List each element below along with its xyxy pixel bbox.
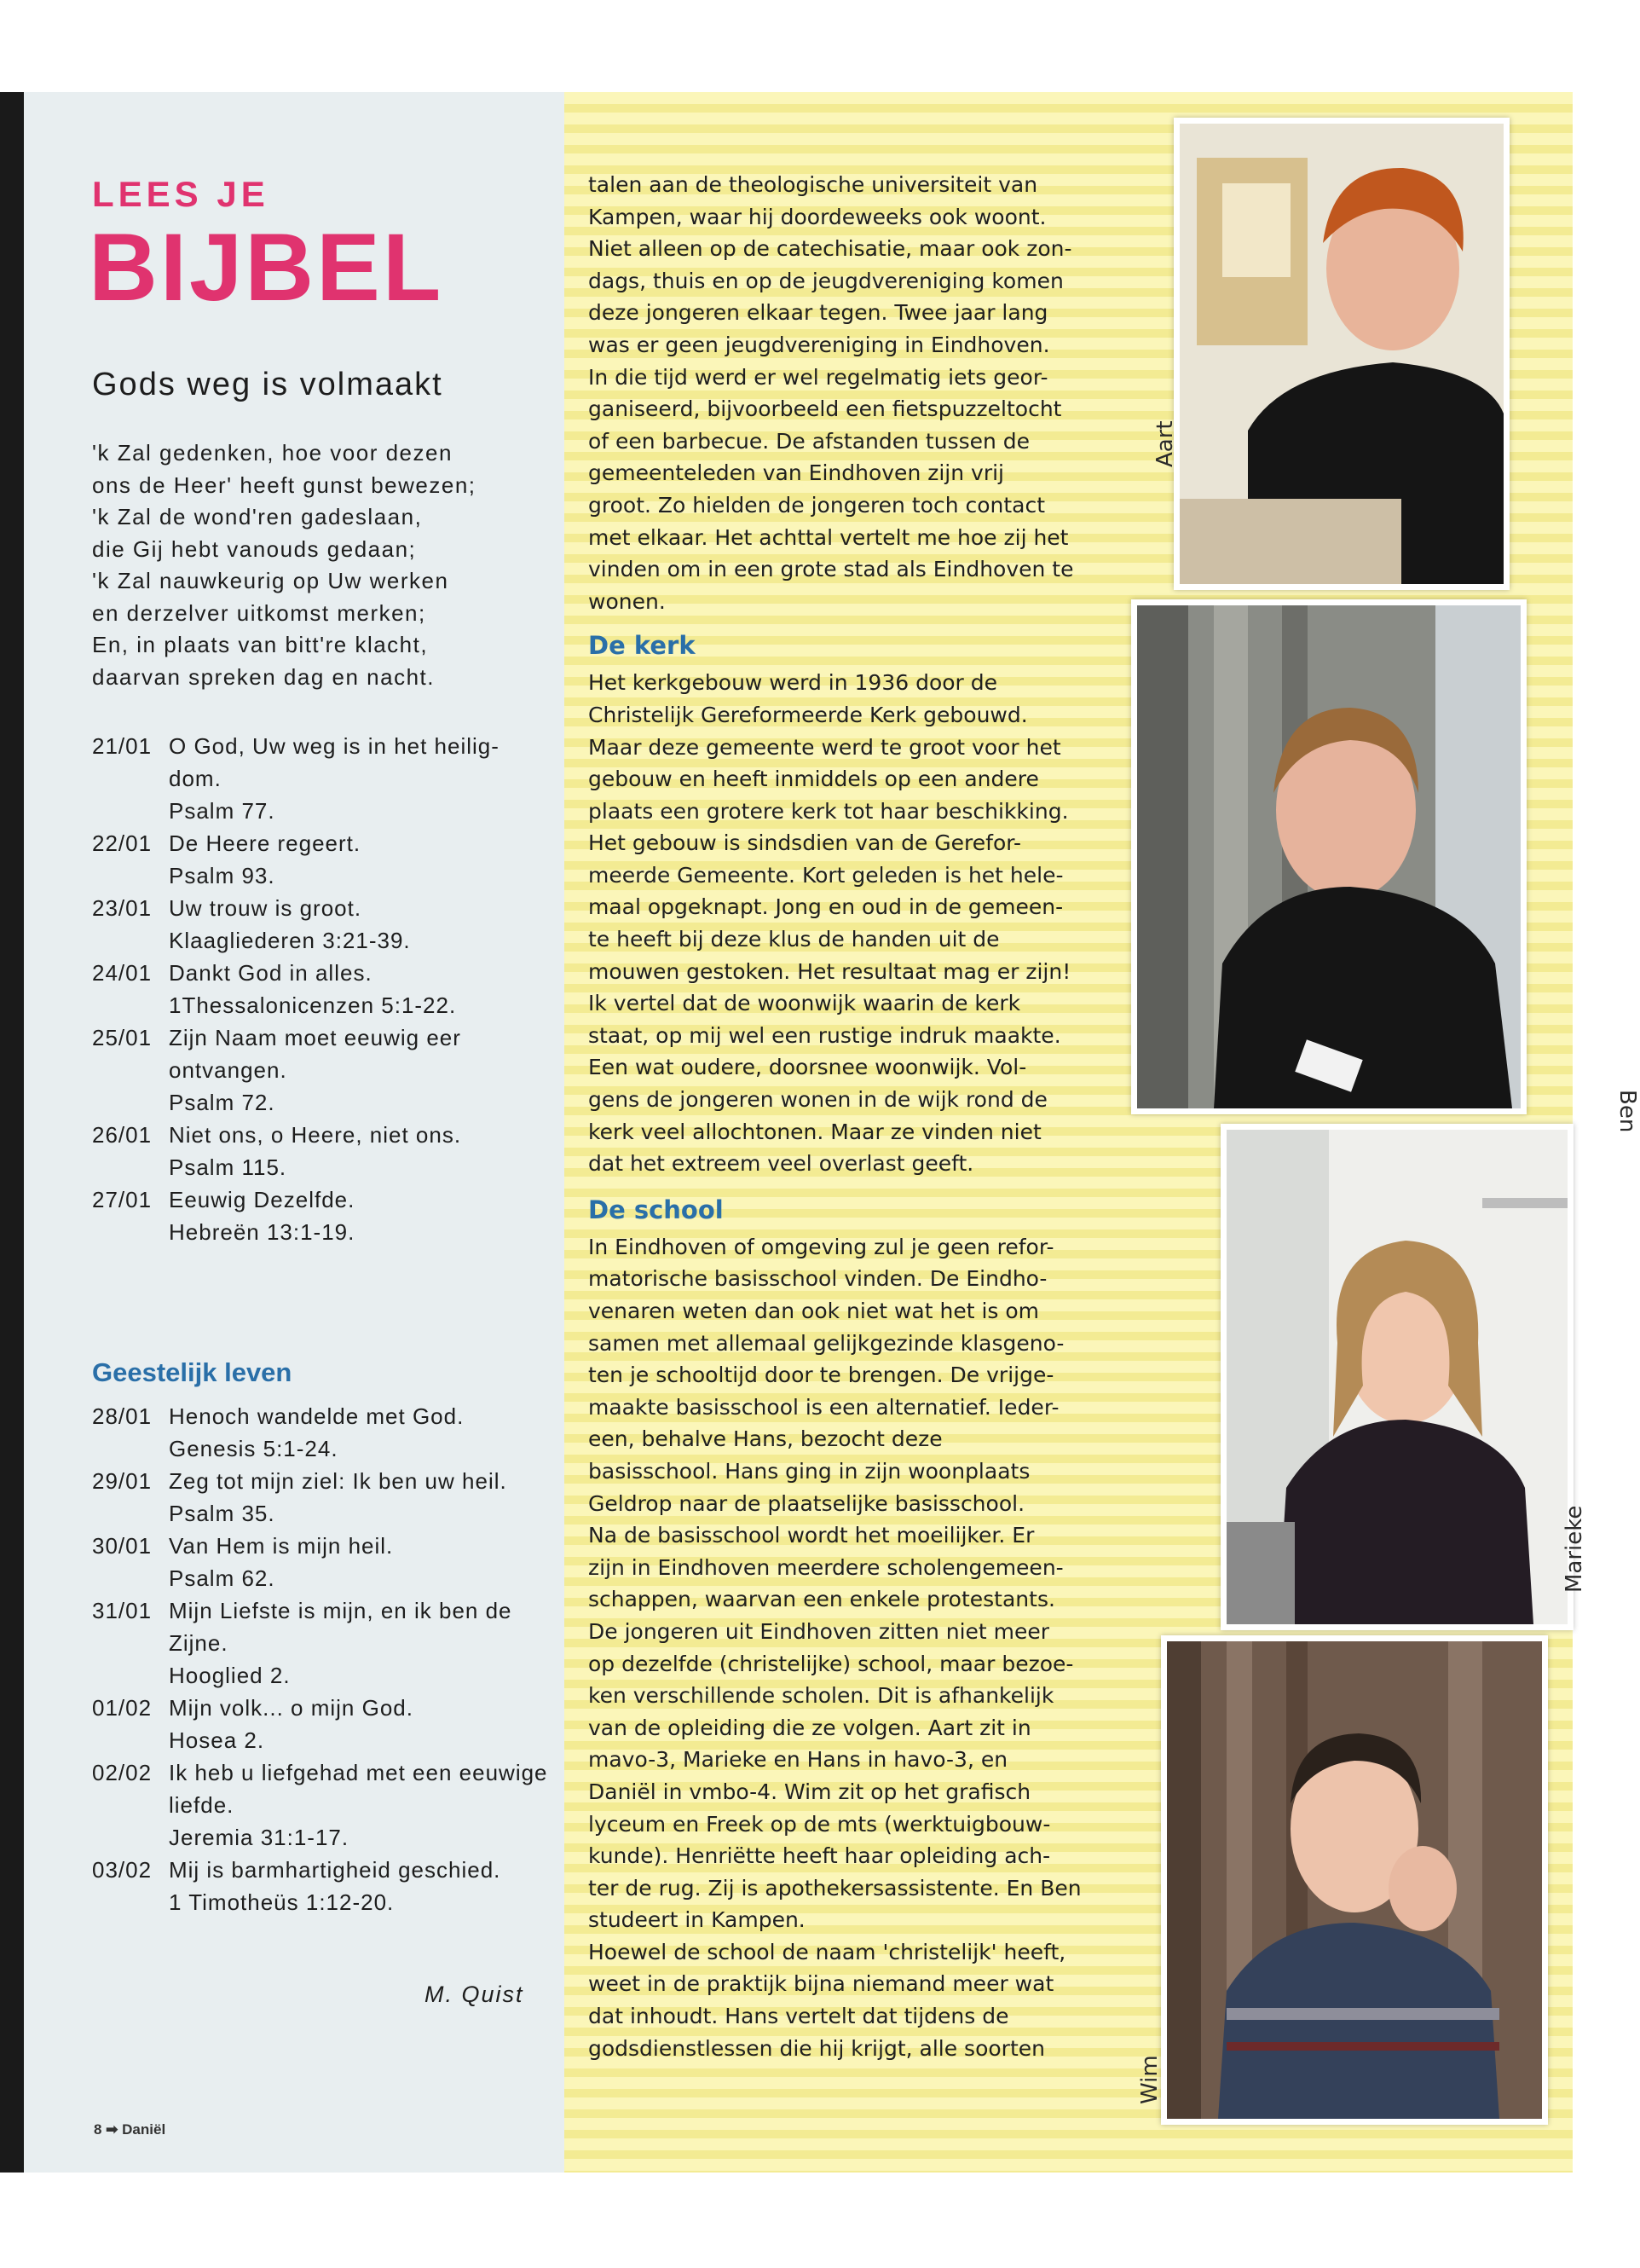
- photo-caption-aart: Aart: [1152, 420, 1178, 467]
- article-line: samen met allemaal gelijkgezinde klasgeno-: [588, 1330, 1065, 1356]
- article-line: dat het extreem veel overlast geeft.: [588, 1151, 974, 1177]
- article-line: weet in de praktijk bijna niemand meer wat: [588, 1971, 1054, 1997]
- reading-date: 25/01: [92, 1025, 153, 1050]
- reading-date: 30/01: [92, 1533, 153, 1559]
- reading-reference: Jeremia 31:1-17.: [169, 1825, 349, 1850]
- photo-aart: [1174, 118, 1510, 590]
- reading-text: Mij is barmhartigheid geschied.: [169, 1857, 501, 1883]
- article-line: gebouw en heeft inmiddels op een andere: [588, 767, 1039, 792]
- reading-date: 21/01: [92, 733, 153, 759]
- article-line: groot. Zo hielden de jongeren toch contact: [588, 492, 1046, 518]
- article-line: Christelijk Gereformeerde Kerk gebouwd.: [588, 702, 1028, 727]
- article-line: gens de jongeren wonen in de wijk rond de: [588, 1087, 1048, 1113]
- reading-text: Eeuwig Dezelfde.: [169, 1187, 355, 1212]
- article-line: Het gebouw is sindsdien van de Gerefor-: [588, 830, 1021, 856]
- reading-text: Uw trouw is groot.: [169, 895, 362, 921]
- article-line: te heeft bij deze klus de handen uit de: [588, 927, 1000, 952]
- poem-line: ons de Heer' heeft gunst bewezen;: [92, 472, 476, 498]
- article-line: Hoewel de school de naam 'christelijk' heeft,: [588, 1939, 1066, 1964]
- bible-reading-column: [0, 92, 564, 2173]
- article-area: [564, 92, 1640, 2173]
- article-line: gemeenteleden van Eindhoven zijn vrij: [588, 460, 1005, 486]
- reading-text: Van Hem is mijn heil.: [169, 1533, 394, 1559]
- poem-line: en derzelver uitkomst merken;: [92, 599, 426, 626]
- article-line: zijn in Eindhoven meerdere scholengemeen-: [588, 1554, 1064, 1580]
- reading-date: 02/02: [92, 1760, 153, 1785]
- poem-line: En, in plaats van bitt're klacht,: [92, 632, 429, 657]
- poem: [92, 440, 552, 696]
- reading-reference: Psalm 62.: [169, 1565, 275, 1591]
- reading-date: 26/01: [92, 1122, 153, 1148]
- reading-item: [92, 1400, 552, 1465]
- portrait-marieke: [1227, 1130, 1568, 1624]
- article-line: In Eindhoven of omgeving zul je geen refor-: [588, 1234, 1054, 1259]
- article-line: was er geen jeugdvereniging in Eindhoven.: [588, 332, 1050, 357]
- magazine-page: [0, 92, 1640, 2173]
- reading-date: 28/01: [92, 1403, 153, 1429]
- subtitle: Gods weg is volmaakt: [92, 367, 443, 402]
- reading-text: Zeg tot mijn ziel: Ik ben uw heil.: [169, 1468, 507, 1494]
- page-title: BIJBEL: [89, 214, 444, 321]
- reading-reference: Hebreën 13:1-19.: [169, 1219, 355, 1245]
- reading-list: [92, 1400, 552, 1918]
- poem-line: daarvan spreken dag en nacht.: [92, 663, 435, 690]
- poem-line: 'k Zal nauwkeurig op Uw werken: [92, 568, 449, 593]
- article-line: studeert in Kampen.: [588, 1907, 806, 1933]
- reading-reference: Psalm 35.: [169, 1501, 275, 1526]
- kicker: LEES JE: [92, 174, 269, 214]
- reading-reference: Hosea 2.: [169, 1727, 265, 1753]
- section-heading-school: De school: [588, 1195, 724, 1224]
- reading-reference: 1 Timotheüs 1:12-20.: [169, 1889, 395, 1915]
- reading-item: [92, 1119, 552, 1183]
- reading-reference: Psalm 93.: [169, 863, 275, 888]
- reading-item: [92, 1530, 552, 1594]
- reading-text: Zijn Naam moet eeuwig eer ontvangen.: [169, 1025, 461, 1083]
- author-signature: M. Quist: [424, 1982, 524, 2007]
- reading-reference: Psalm 72.: [169, 1090, 275, 1115]
- article-line: Ik vertel dat de woonwijk waarin de kerk: [588, 991, 1021, 1016]
- article-line: wonen.: [588, 588, 666, 614]
- reading-item: [92, 1692, 552, 1756]
- article-line: ganiseerd, bijvoorbeeld een fietspuzzeltocht: [588, 396, 1062, 422]
- photo-caption-marieke: Marieke: [1562, 1505, 1587, 1593]
- reading-text: Henoch wandelde met God.: [169, 1403, 465, 1429]
- reading-item: [92, 1854, 552, 1918]
- reading-date: 23/01: [92, 895, 153, 921]
- reading-item: [92, 730, 552, 827]
- article-line: kerk veel allochtonen. Maar ze vinden niet: [588, 1119, 1042, 1144]
- article-body: [588, 169, 1117, 2064]
- reading-date: 31/01: [92, 1598, 153, 1623]
- article-line: mavo-3, Marieke en Hans in havo-3, en: [588, 1747, 1008, 1773]
- article-line: basisschool. Hans ging in zijn woonplaats: [588, 1458, 1031, 1484]
- reading-text: Niet ons, o Heere, niet ons.: [169, 1122, 462, 1148]
- reading-text: Mijn Liefste is mijn, en ik ben de Zijne.: [169, 1598, 512, 1656]
- article-line: meerde Gemeente. Kort geleden is het hele-: [588, 862, 1064, 888]
- article-line: Na de basisschool wordt het moeilijker. Er: [588, 1523, 1035, 1548]
- reading-item: [92, 827, 552, 892]
- reading-reference: Klaagliederen 3:21-39.: [169, 928, 411, 953]
- photo-caption-wim: Wim: [1137, 2055, 1163, 2104]
- article-line: godsdienstlessen die hij krijgt, alle soorten: [588, 2035, 1045, 2061]
- article-line: een, behalve Hans, bezocht deze: [588, 1426, 943, 1452]
- reading-date: 22/01: [92, 830, 153, 856]
- reading-item: [92, 957, 552, 1021]
- article-line: Daniël in vmbo-4. Wim zit op het grafisch: [588, 1779, 1031, 1804]
- article-line: staat, op mij wel een rustige indruk maakte.: [588, 1022, 1061, 1048]
- article-line: In die tijd werd er wel regelmatig iets geor-: [588, 364, 1048, 390]
- poem-line: 'k Zal gedenken, hoe voor dezen: [92, 440, 453, 466]
- article-line: dags, thuis en op de jeugdvereniging komen: [588, 268, 1064, 293]
- article-line: venaren weten dan ook niet wat het is om: [588, 1299, 1040, 1323]
- article-line: plaats een grotere kerk tot haar beschikking.: [588, 798, 1069, 824]
- article-line: lyceum en Freek op de mts (werktuigbouw-: [588, 1811, 1051, 1837]
- reading-text: Mijn volk... o mijn God.: [169, 1695, 413, 1721]
- photo-caption-ben: Ben: [1614, 1090, 1640, 1133]
- article-line: maakte basisschool is een alternatief. Ieder-: [588, 1394, 1060, 1420]
- reading-item: [92, 1756, 552, 1854]
- reading-text: Dankt God in alles.: [169, 960, 372, 986]
- article-line: deze jongeren elkaar tegen. Twee jaar lang: [588, 300, 1048, 326]
- reading-date: 27/01: [92, 1187, 153, 1212]
- article-line: met elkaar. Het achttal vertelt me hoe zij het: [588, 524, 1069, 550]
- poem-line: die Gij hebt vanouds gedaan;: [92, 535, 417, 562]
- photo-marieke: [1221, 1124, 1574, 1630]
- article-line: talen aan de theologische universiteit van: [588, 172, 1038, 197]
- article-line: Maar deze gemeente werd te groot voor het: [588, 734, 1061, 760]
- article-line: Een wat oudere, doorsnee woonwijk. Vol-: [588, 1055, 1027, 1080]
- article-line: ken verschillende scholen. Dit is afhankelijk: [588, 1683, 1054, 1709]
- article-line: matorische basisschool vinden. De Eindho-: [588, 1266, 1048, 1292]
- reading-item: [92, 1594, 552, 1692]
- article-line: van de opleiding die ze volgen. Aart zit in: [588, 1715, 1031, 1740]
- reading-date: 24/01: [92, 960, 153, 986]
- article-line: mouwen gestoken. Het resultaat mag er zijn!: [588, 958, 1071, 984]
- reading-text: De Heere regeert.: [169, 830, 361, 856]
- article-line: De jongeren uit Eindhoven zitten niet meer: [588, 1618, 1050, 1644]
- reading-reference: Genesis 5:1-24.: [169, 1436, 338, 1461]
- article-line: Kampen, waar hij doordeweeks ook woont.: [588, 204, 1047, 229]
- article-line: kunde). Henriëtte heeft haar opleiding ach-: [588, 1843, 1051, 1869]
- photo-ben: [1131, 599, 1527, 1114]
- article-line: Niet alleen op de catechisatie, maar ook zon-: [588, 236, 1072, 262]
- reading-list: [92, 730, 552, 1248]
- poem-line: 'k Zal de wond'ren gadeslaan,: [92, 504, 423, 529]
- section-heading-kerk: De kerk: [588, 631, 696, 661]
- article-line: of een barbecue. De afstanden tussen de: [588, 428, 1031, 454]
- photo-wim: [1161, 1635, 1548, 2125]
- reading-date: 03/02: [92, 1857, 153, 1883]
- article-line: maal opgeknapt. Jong en oud in de gemeen-: [588, 894, 1064, 920]
- reading-item: [92, 1021, 552, 1119]
- reading-item: [92, 892, 552, 957]
- article-line: schappen, waarvan een enkele protestants.: [588, 1587, 1055, 1612]
- portrait-aart: [1180, 124, 1504, 584]
- article-line: dat inhoudt. Hans vertelt dat tijdens de: [588, 2004, 1009, 2029]
- reading-item: [92, 1465, 552, 1530]
- section-heading: Geestelijk leven: [92, 1357, 292, 1387]
- reading-reference: Psalm 77.: [169, 798, 275, 824]
- reading-date: 01/02: [92, 1695, 153, 1721]
- reading-text: Ik heb u liefgehad met een eeuwige liefde.: [169, 1760, 548, 1818]
- portrait-wim: [1167, 1641, 1542, 2119]
- reading-reference: 1Thessalonicenzen 5:1-22.: [169, 992, 457, 1018]
- article-line: op dezelfde (christelijke) school, maar bezoe-: [588, 1651, 1074, 1676]
- portrait-ben: [1137, 605, 1521, 1108]
- reading-text: O God, Uw weg is in het heilig- dom.: [169, 733, 500, 791]
- reading-reference: Hooglied 2.: [169, 1663, 291, 1688]
- article-line: Geldrop naar de plaatselijke basisschool.: [588, 1490, 1025, 1516]
- article-line: Het kerkgebouw werd in 1936 door de: [588, 670, 998, 696]
- page-footer: 8 ➡ Daniël: [94, 2121, 166, 2138]
- article-line: ten je schooltijd door te brengen. De vrijge-: [588, 1363, 1054, 1388]
- article-line: vinden om in een grote stad als Eindhoven te: [588, 557, 1074, 582]
- article-line: ter de rug. Zij is apothekersassistente. En Ben: [588, 1875, 1082, 1901]
- reading-reference: Psalm 115.: [169, 1154, 287, 1180]
- reading-date: 29/01: [92, 1468, 153, 1494]
- reading-item: [92, 1183, 552, 1248]
